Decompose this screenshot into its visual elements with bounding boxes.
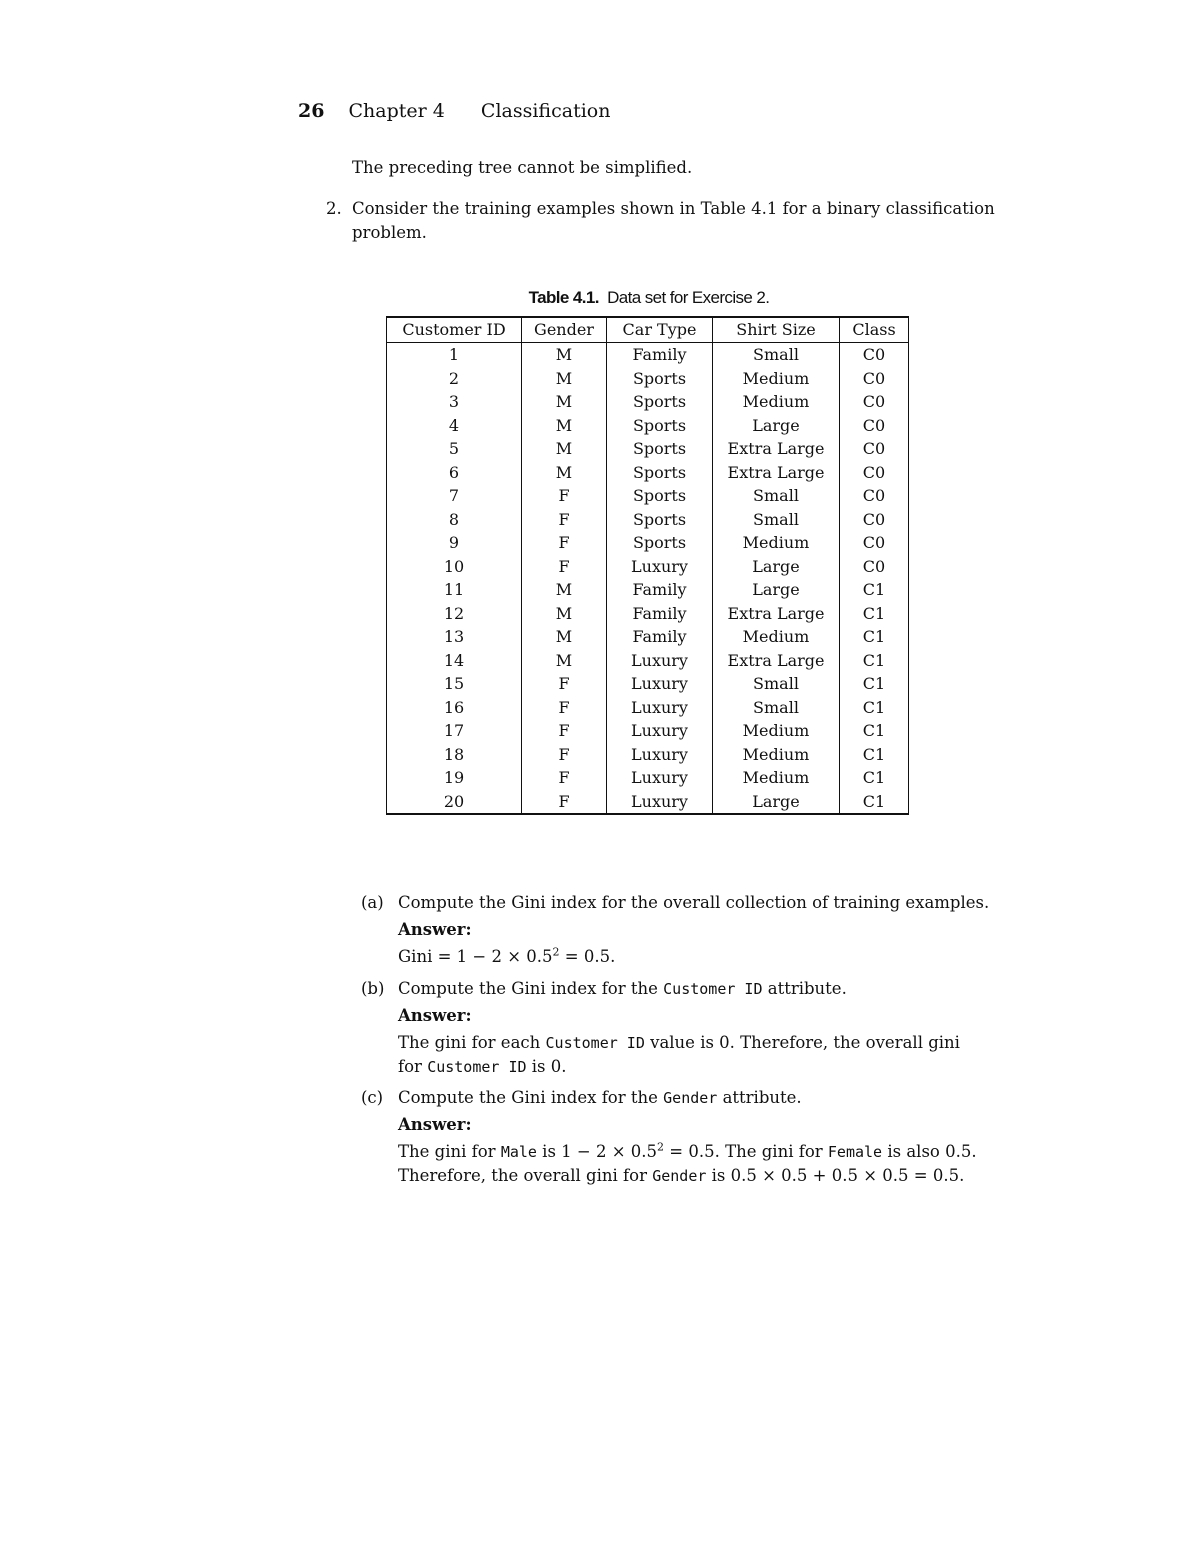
cell-car-type: Family xyxy=(607,625,713,649)
part-b-l2-mono: Customer ID xyxy=(427,1058,527,1076)
cell-class: C0 xyxy=(840,367,909,391)
header-car-type: Car Type xyxy=(607,317,713,343)
cell-customer-id: 1 xyxy=(387,343,522,367)
header-shirt-size: Shirt Size xyxy=(713,317,840,343)
cell-gender: M xyxy=(522,437,607,461)
part-c-l2-mono: Gender xyxy=(652,1167,707,1185)
part-b-question xyxy=(398,977,847,1001)
cell-customer-id: 19 xyxy=(387,766,522,790)
cell-class: C1 xyxy=(840,790,909,815)
cell-class: C1 xyxy=(840,743,909,767)
part-b-q-mono: Customer ID xyxy=(663,980,763,998)
data-table xyxy=(386,316,909,815)
table-row xyxy=(387,672,909,696)
cell-shirt-size: Small xyxy=(713,343,840,367)
cell-car-type: Luxury xyxy=(607,790,713,815)
table-row xyxy=(387,390,909,414)
part-c-answer-line-2 xyxy=(398,1164,964,1188)
cell-class: C1 xyxy=(840,766,909,790)
cell-car-type: Sports xyxy=(607,508,713,532)
cell-car-type: Sports xyxy=(607,437,713,461)
part-c-l1-a: The gini for xyxy=(398,1142,501,1161)
cell-customer-id: 7 xyxy=(387,484,522,508)
part-c-q-pre: Compute the Gini index for the xyxy=(398,1088,664,1107)
cell-class: C1 xyxy=(840,649,909,673)
cell-shirt-size: Large xyxy=(713,790,840,815)
cell-car-type: Family xyxy=(607,578,713,602)
part-c-q-post: attribute. xyxy=(717,1088,802,1107)
cell-customer-id: 16 xyxy=(387,696,522,720)
part-b-q-pre: Compute the Gini index for the xyxy=(398,979,664,998)
cell-customer-id: 13 xyxy=(387,625,522,649)
table-row xyxy=(387,743,909,767)
cell-customer-id: 17 xyxy=(387,719,522,743)
cell-shirt-size: Small xyxy=(713,672,840,696)
chapter-title: Classification xyxy=(480,100,611,122)
chapter-label: Chapter 4 xyxy=(348,100,445,122)
cell-gender: F xyxy=(522,719,607,743)
cell-shirt-size: Medium xyxy=(713,719,840,743)
cell-car-type: Luxury xyxy=(607,649,713,673)
part-a-answer-pre: Gini = 1 − 2 × 0.5 xyxy=(398,947,553,966)
cell-car-type: Family xyxy=(607,343,713,367)
cell-gender: M xyxy=(522,649,607,673)
table-header-row xyxy=(387,317,909,343)
table-row xyxy=(387,602,909,626)
cell-gender: F xyxy=(522,672,607,696)
cell-class: C0 xyxy=(840,390,909,414)
part-c-l2-pre: Therefore, the overall gini for xyxy=(398,1166,653,1185)
part-c-l1-mono1: Male xyxy=(500,1143,537,1161)
part-b-answer-line-2 xyxy=(398,1055,567,1079)
cell-gender: M xyxy=(522,461,607,485)
table-body xyxy=(387,343,909,815)
cell-gender: M xyxy=(522,625,607,649)
table-row xyxy=(387,696,909,720)
cell-shirt-size: Medium xyxy=(713,531,840,555)
page-header xyxy=(298,100,610,122)
table-caption xyxy=(386,288,912,308)
cell-customer-id: 3 xyxy=(387,390,522,414)
part-c-l1-mono2: Female xyxy=(827,1143,883,1161)
part-a-answer-sup: 2 xyxy=(552,945,560,959)
table-row xyxy=(387,367,909,391)
problem-line-2: problem. xyxy=(352,223,427,242)
table-row xyxy=(387,437,909,461)
cell-class: C0 xyxy=(840,343,909,367)
table-row xyxy=(387,578,909,602)
cell-shirt-size: Small xyxy=(713,696,840,720)
part-c-answer-label: Answer: xyxy=(398,1115,472,1134)
cell-car-type: Sports xyxy=(607,461,713,485)
cell-shirt-size: Large xyxy=(713,578,840,602)
part-b-l2-pre: for xyxy=(398,1057,428,1076)
part-c-answer-line-1 xyxy=(398,1140,977,1164)
problem-number: 2. xyxy=(326,199,342,218)
cell-car-type: Sports xyxy=(607,531,713,555)
cell-gender: F xyxy=(522,555,607,579)
cell-customer-id: 15 xyxy=(387,672,522,696)
cell-shirt-size: Small xyxy=(713,508,840,532)
cell-class: C1 xyxy=(840,578,909,602)
cell-class: C0 xyxy=(840,437,909,461)
table-row xyxy=(387,790,909,815)
problem-line-1: Consider the training examples shown in Table 4.1 for a binary classification xyxy=(352,199,995,218)
cell-gender: F xyxy=(522,484,607,508)
cell-gender: F xyxy=(522,743,607,767)
cell-shirt-size: Large xyxy=(713,414,840,438)
header-gender: Gender xyxy=(522,317,607,343)
cell-class: C0 xyxy=(840,414,909,438)
table-row xyxy=(387,484,909,508)
part-c-label: (c) xyxy=(361,1088,384,1107)
cell-class: C0 xyxy=(840,508,909,532)
table-row xyxy=(387,625,909,649)
cell-car-type: Luxury xyxy=(607,766,713,790)
cell-gender: M xyxy=(522,414,607,438)
part-b-l1-mono: Customer ID xyxy=(545,1034,645,1052)
part-b-l1-post: value is 0. Therefore, the overall gini xyxy=(644,1033,960,1052)
part-c-l1-sup: 2 xyxy=(657,1140,665,1154)
part-b-label: (b) xyxy=(361,979,385,998)
cell-car-type: Luxury xyxy=(607,719,713,743)
cell-car-type: Sports xyxy=(607,414,713,438)
cell-class: C0 xyxy=(840,555,909,579)
table-row xyxy=(387,461,909,485)
table-row xyxy=(387,719,909,743)
cell-gender: F xyxy=(522,531,607,555)
cell-shirt-size: Extra Large xyxy=(713,461,840,485)
cell-shirt-size: Medium xyxy=(713,367,840,391)
part-a-answer xyxy=(398,945,615,969)
table-row xyxy=(387,555,909,579)
cell-customer-id: 11 xyxy=(387,578,522,602)
table-row xyxy=(387,508,909,532)
part-a-answer-label: Answer: xyxy=(398,920,472,939)
cell-car-type: Luxury xyxy=(607,555,713,579)
cell-customer-id: 2 xyxy=(387,367,522,391)
cell-shirt-size: Extra Large xyxy=(713,649,840,673)
cell-class: C1 xyxy=(840,719,909,743)
cell-shirt-size: Medium xyxy=(713,625,840,649)
cell-shirt-size: Extra Large xyxy=(713,602,840,626)
cell-shirt-size: Medium xyxy=(713,766,840,790)
table-caption-label: Table 4.1. xyxy=(528,288,599,307)
header-customer-id: Customer ID xyxy=(387,317,522,343)
cell-gender: F xyxy=(522,766,607,790)
part-b-answer-label: Answer: xyxy=(398,1006,472,1025)
table-row xyxy=(387,649,909,673)
cell-class: C1 xyxy=(840,672,909,696)
cell-class: C1 xyxy=(840,696,909,720)
table-row xyxy=(387,343,909,367)
cell-gender: M xyxy=(522,578,607,602)
cell-customer-id: 20 xyxy=(387,790,522,815)
part-b-q-post: attribute. xyxy=(762,979,847,998)
cell-customer-id: 12 xyxy=(387,602,522,626)
part-a-question: Compute the Gini index for the overall collection of training examples. xyxy=(398,893,990,912)
cell-customer-id: 10 xyxy=(387,555,522,579)
cell-gender: M xyxy=(522,367,607,391)
part-b-l2-post: is 0. xyxy=(526,1057,567,1076)
table-row xyxy=(387,766,909,790)
cell-gender: M xyxy=(522,390,607,414)
cell-class: C1 xyxy=(840,625,909,649)
cell-shirt-size: Large xyxy=(713,555,840,579)
part-b-answer-line-1 xyxy=(398,1031,960,1055)
cell-customer-id: 8 xyxy=(387,508,522,532)
part-c-l1-d: is also 0.5. xyxy=(882,1142,977,1161)
cell-customer-id: 6 xyxy=(387,461,522,485)
cell-gender: M xyxy=(522,343,607,367)
cell-shirt-size: Medium xyxy=(713,390,840,414)
cell-shirt-size: Small xyxy=(713,484,840,508)
cell-car-type: Luxury xyxy=(607,743,713,767)
cell-customer-id: 9 xyxy=(387,531,522,555)
part-c-l1-c: = 0.5. The gini for xyxy=(664,1142,828,1161)
part-c-q-mono: Gender xyxy=(663,1089,718,1107)
cell-shirt-size: Medium xyxy=(713,743,840,767)
cell-shirt-size: Extra Large xyxy=(713,437,840,461)
cell-customer-id: 4 xyxy=(387,414,522,438)
page-number: 26 xyxy=(298,100,325,122)
cell-car-type: Sports xyxy=(607,484,713,508)
cell-gender: F xyxy=(522,508,607,532)
cell-customer-id: 18 xyxy=(387,743,522,767)
part-c-l2-post: is 0.5 × 0.5 + 0.5 × 0.5 = 0.5. xyxy=(706,1166,965,1185)
table-row xyxy=(387,414,909,438)
header-class: Class xyxy=(840,317,909,343)
cell-car-type: Luxury xyxy=(607,672,713,696)
part-a-answer-post: = 0.5. xyxy=(559,947,616,966)
cell-customer-id: 5 xyxy=(387,437,522,461)
cell-class: C0 xyxy=(840,531,909,555)
cell-car-type: Luxury xyxy=(607,696,713,720)
cell-car-type: Sports xyxy=(607,367,713,391)
table-caption-text: Data set for Exercise 2. xyxy=(607,288,770,307)
part-b-l1-pre: The gini for each xyxy=(398,1033,546,1052)
cell-car-type: Family xyxy=(607,602,713,626)
cell-gender: F xyxy=(522,696,607,720)
table-row xyxy=(387,531,909,555)
cell-class: C0 xyxy=(840,484,909,508)
part-c-question xyxy=(398,1086,802,1110)
part-c-l1-b: is 1 − 2 × 0.5 xyxy=(536,1142,658,1161)
cell-car-type: Sports xyxy=(607,390,713,414)
cell-customer-id: 14 xyxy=(387,649,522,673)
cell-class: C0 xyxy=(840,461,909,485)
cell-gender: M xyxy=(522,602,607,626)
cell-gender: F xyxy=(522,790,607,815)
cell-class: C1 xyxy=(840,602,909,626)
intro-paragraph: The preceding tree cannot be simplified. xyxy=(352,158,693,177)
part-a-label: (a) xyxy=(361,893,384,912)
